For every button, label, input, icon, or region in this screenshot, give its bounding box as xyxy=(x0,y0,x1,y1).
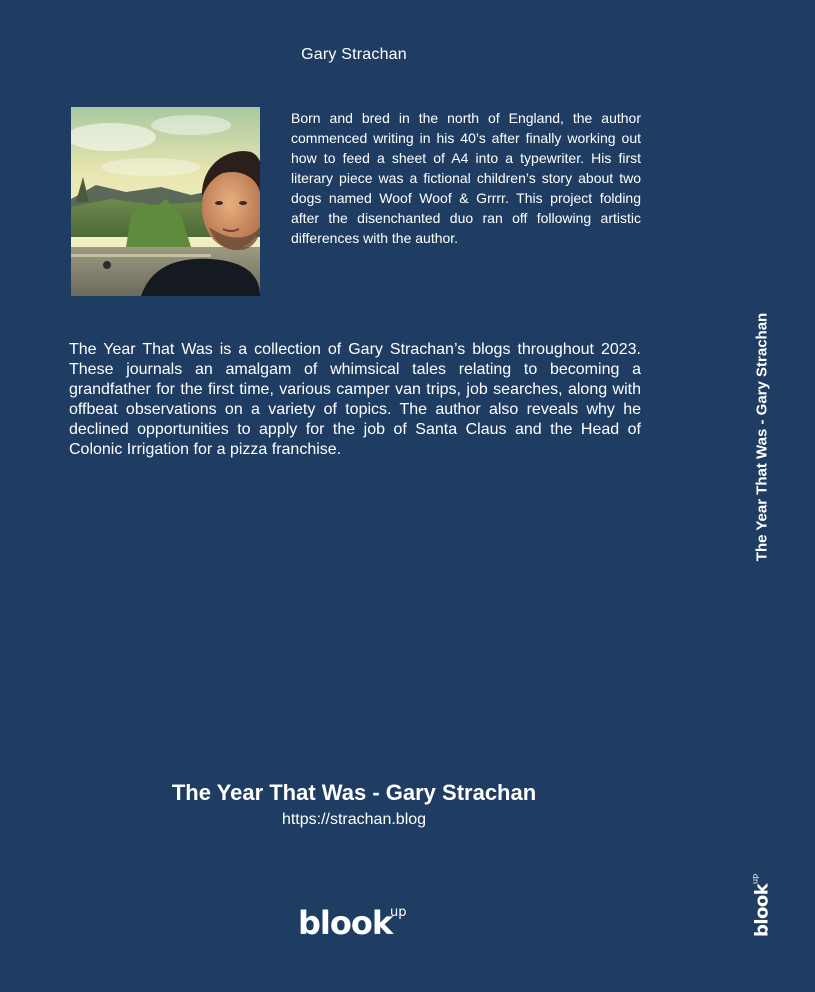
spine-logo-wordmark: blook xyxy=(751,883,771,937)
publisher-logo-wordmark: blook xyxy=(298,904,393,940)
footer-title: The Year That Was - Gary Strachan xyxy=(171,780,537,805)
footer-url: https://strachan.blog xyxy=(281,811,427,828)
spine-title: The Year That Was - Gary Strachan xyxy=(753,312,771,562)
author-photo xyxy=(71,107,260,296)
author-name: Gary Strachan xyxy=(301,46,407,63)
publisher-logo xyxy=(298,900,412,945)
spine-publisher-logo xyxy=(749,873,776,937)
spine-logo-superscript: up xyxy=(750,873,760,884)
author-bio: Born and bred in the north of England, the author commenced writing in his 40’s after finally working out how to feed a sheet of A4 into a typewriter. His first literary piece was a fictional children’s story about two dogs named Woof Woof & Grrrr. This project folding after the disenchanted duo ran off following artistic differences with the author. xyxy=(291,110,641,246)
publisher-logo-superscript: up xyxy=(390,905,407,920)
book-blurb: The Year That Was is a collection of Gary Strachan’s blogs throughout 2023. These journals an amalgam of whimsical tales relating to becoming a grandfather for the first time, various camper van trips, job searches, along with offbeat observations on a variety of topics. The author also reveals why he declined opportunities to apply for the job of Santa Claus and the Head of Colonic Irrigation for a pizza franchise. xyxy=(69,341,641,458)
